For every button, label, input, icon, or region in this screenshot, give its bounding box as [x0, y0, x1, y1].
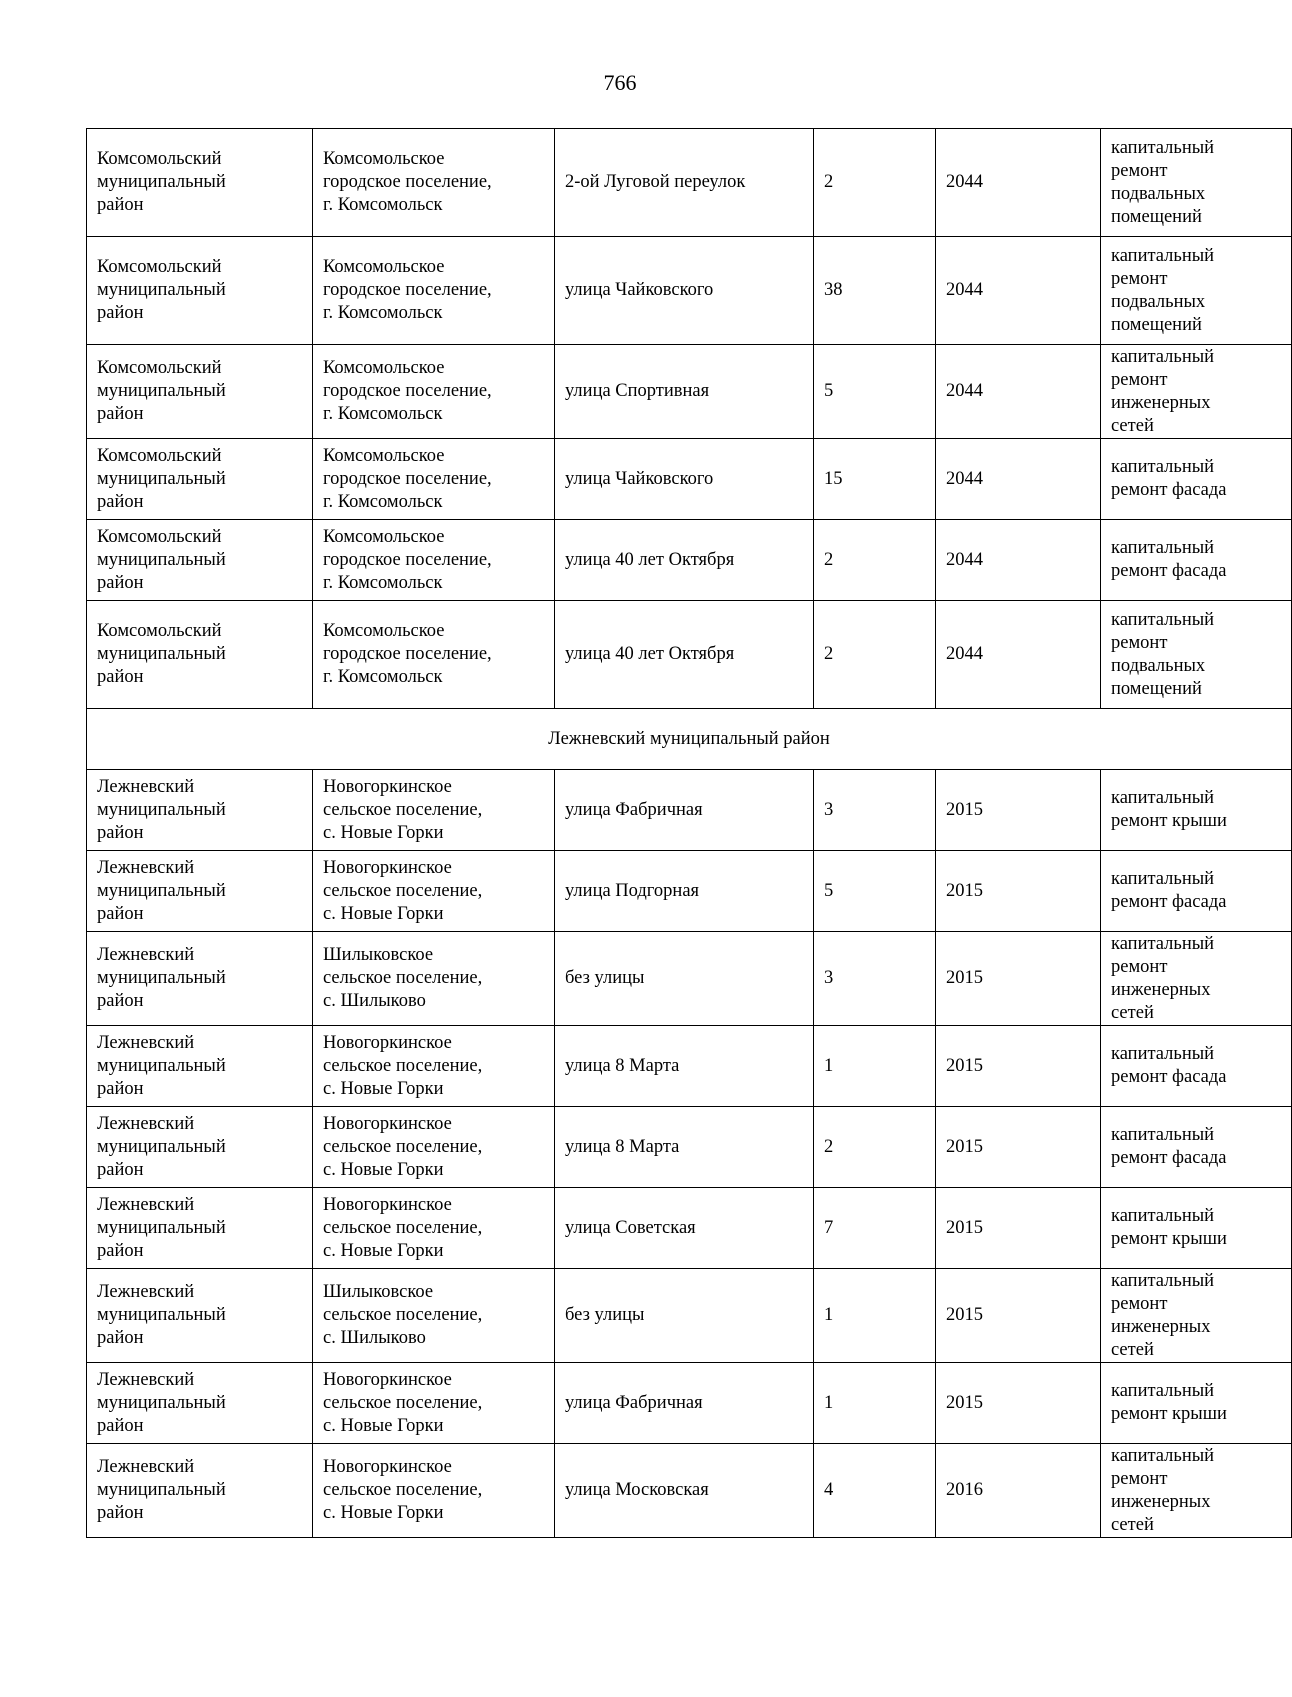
table-body-bottom [87, 770, 1292, 1538]
work-type-cell: капитальный ремонт подвальных помещений [1101, 237, 1292, 345]
district-cell: Лежневский муниципальный район [87, 1026, 313, 1107]
table-row [87, 520, 1292, 601]
district-cell: Комсомольский муниципальный район [87, 601, 313, 709]
settlement-cell: Новогоркинское сельское поселение, с. Новые Горки [313, 1188, 555, 1269]
district-cell: Комсомольский муниципальный район [87, 520, 313, 601]
settlement-cell: Комсомольское городское поселение, г. Комсомольск [313, 439, 555, 520]
settlement-cell: Новогоркинское сельское поселение, с. Новые Горки [313, 851, 555, 932]
street-cell: улица Подгорная [555, 851, 814, 932]
settlement-cell: Комсомольское городское поселение, г. Комсомольск [313, 237, 555, 345]
house-number-cell: 4 [814, 1444, 936, 1538]
settlement-cell: Новогоркинское сельское поселение, с. Новые Горки [313, 1107, 555, 1188]
work-type-cell: капитальный ремонт фасада [1101, 1026, 1292, 1107]
work-type-cell: капитальный ремонт подвальных помещений [1101, 601, 1292, 709]
work-type-cell: капитальный ремонт инженерных сетей [1101, 1444, 1292, 1538]
work-type-cell: капитальный ремонт подвальных помещений [1101, 129, 1292, 237]
year-cell: 2015 [936, 1107, 1101, 1188]
work-type-cell: капитальный ремонт крыши [1101, 1188, 1292, 1269]
settlement-cell: Комсомольское городское поселение, г. Комсомольск [313, 345, 555, 439]
year-cell: 2044 [936, 439, 1101, 520]
work-type-cell: капитальный ремонт инженерных сетей [1101, 932, 1292, 1026]
work-type-cell: капитальный ремонт инженерных сетей [1101, 1269, 1292, 1363]
section-label: Лежневский муниципальный район [87, 709, 1292, 770]
house-number-cell: 5 [814, 851, 936, 932]
page-number: 766 [603, 70, 637, 95]
settlement-cell: Комсомольское городское поселение, г. Комсомольск [313, 129, 555, 237]
house-number-cell: 2 [814, 601, 936, 709]
district-cell: Лежневский муниципальный район [87, 1444, 313, 1538]
district-cell: Комсомольский муниципальный район [87, 345, 313, 439]
street-cell: улица Советская [555, 1188, 814, 1269]
year-cell: 2015 [936, 1269, 1101, 1363]
year-cell: 2044 [936, 129, 1101, 237]
district-cell: Лежневский муниципальный район [87, 1363, 313, 1444]
settlement-cell: Новогоркинское сельское поселение, с. Новые Горки [313, 770, 555, 851]
year-cell: 2015 [936, 770, 1101, 851]
settlement-cell: Новогоркинское сельское поселение, с. Новые Горки [313, 1363, 555, 1444]
table-row [87, 1363, 1292, 1444]
work-type-cell: капитальный ремонт фасада [1101, 439, 1292, 520]
street-cell: улица Фабричная [555, 770, 814, 851]
district-cell: Комсомольский муниципальный район [87, 237, 313, 345]
table-body-top [87, 129, 1292, 709]
year-cell: 2015 [936, 932, 1101, 1026]
work-type-cell: капитальный ремонт крыши [1101, 770, 1292, 851]
table-row [87, 601, 1292, 709]
year-cell: 2015 [936, 851, 1101, 932]
year-cell: 2044 [936, 520, 1101, 601]
district-cell: Лежневский муниципальный район [87, 770, 313, 851]
house-number-cell: 7 [814, 1188, 936, 1269]
settlement-cell: Комсомольское городское поселение, г. Комсомольск [313, 520, 555, 601]
street-cell: улица Чайковского [555, 237, 814, 345]
table-row [87, 1269, 1292, 1363]
house-number-cell: 2 [814, 1107, 936, 1188]
table-row [87, 1444, 1292, 1538]
house-number-cell: 38 [814, 237, 936, 345]
street-cell: улица 8 Марта [555, 1026, 814, 1107]
street-cell: улица 8 Марта [555, 1107, 814, 1188]
street-cell: улица Спортивная [555, 345, 814, 439]
repair-program-table [86, 128, 1292, 1538]
district-cell: Лежневский муниципальный район [87, 1107, 313, 1188]
work-type-cell: капитальный ремонт фасада [1101, 851, 1292, 932]
house-number-cell: 3 [814, 770, 936, 851]
table-row [87, 237, 1292, 345]
table-row [87, 345, 1292, 439]
table-row [87, 1026, 1292, 1107]
street-cell: 2-ой Луговой переулок [555, 129, 814, 237]
house-number-cell: 1 [814, 1363, 936, 1444]
settlement-cell: Комсомольское городское поселение, г. Комсомольск [313, 601, 555, 709]
street-cell: без улицы [555, 932, 814, 1026]
street-cell: улица Чайковского [555, 439, 814, 520]
work-type-cell: капитальный ремонт инженерных сетей [1101, 345, 1292, 439]
work-type-cell: капитальный ремонт фасада [1101, 520, 1292, 601]
district-cell: Комсомольский муниципальный район [87, 129, 313, 237]
work-type-cell: капитальный ремонт фасада [1101, 1107, 1292, 1188]
house-number-cell: 1 [814, 1269, 936, 1363]
house-number-cell: 5 [814, 345, 936, 439]
street-cell: улица 40 лет Октября [555, 601, 814, 709]
table-row [87, 932, 1292, 1026]
settlement-cell: Шилыковское сельское поселение, с. Шилыково [313, 932, 555, 1026]
house-number-cell: 15 [814, 439, 936, 520]
year-cell: 2016 [936, 1444, 1101, 1538]
settlement-cell: Новогоркинское сельское поселение, с. Новые Горки [313, 1026, 555, 1107]
year-cell: 2044 [936, 237, 1101, 345]
table-row [87, 1188, 1292, 1269]
house-number-cell: 1 [814, 1026, 936, 1107]
year-cell: 2044 [936, 345, 1101, 439]
district-cell: Лежневский муниципальный район [87, 932, 313, 1026]
settlement-cell: Шилыковское сельское поселение, с. Шилыково [313, 1269, 555, 1363]
section-header [87, 709, 1292, 770]
work-type-cell: капитальный ремонт крыши [1101, 1363, 1292, 1444]
table-row [87, 851, 1292, 932]
table-row [87, 129, 1292, 237]
house-number-cell: 3 [814, 932, 936, 1026]
table-row [87, 770, 1292, 851]
settlement-cell: Новогоркинское сельское поселение, с. Новые Горки [313, 1444, 555, 1538]
district-cell: Лежневский муниципальный район [87, 851, 313, 932]
year-cell: 2015 [936, 1188, 1101, 1269]
house-number-cell: 2 [814, 520, 936, 601]
house-number-cell: 2 [814, 129, 936, 237]
year-cell: 2015 [936, 1026, 1101, 1107]
table-row [87, 1107, 1292, 1188]
street-cell: без улицы [555, 1269, 814, 1363]
year-cell: 2015 [936, 1363, 1101, 1444]
year-cell: 2044 [936, 601, 1101, 709]
street-cell: улица Фабричная [555, 1363, 814, 1444]
district-cell: Лежневский муниципальный район [87, 1188, 313, 1269]
section-row [87, 709, 1292, 770]
street-cell: улица Московская [555, 1444, 814, 1538]
table-row [87, 439, 1292, 520]
district-cell: Комсомольский муниципальный район [87, 439, 313, 520]
street-cell: улица 40 лет Октября [555, 520, 814, 601]
district-cell: Лежневский муниципальный район [87, 1269, 313, 1363]
